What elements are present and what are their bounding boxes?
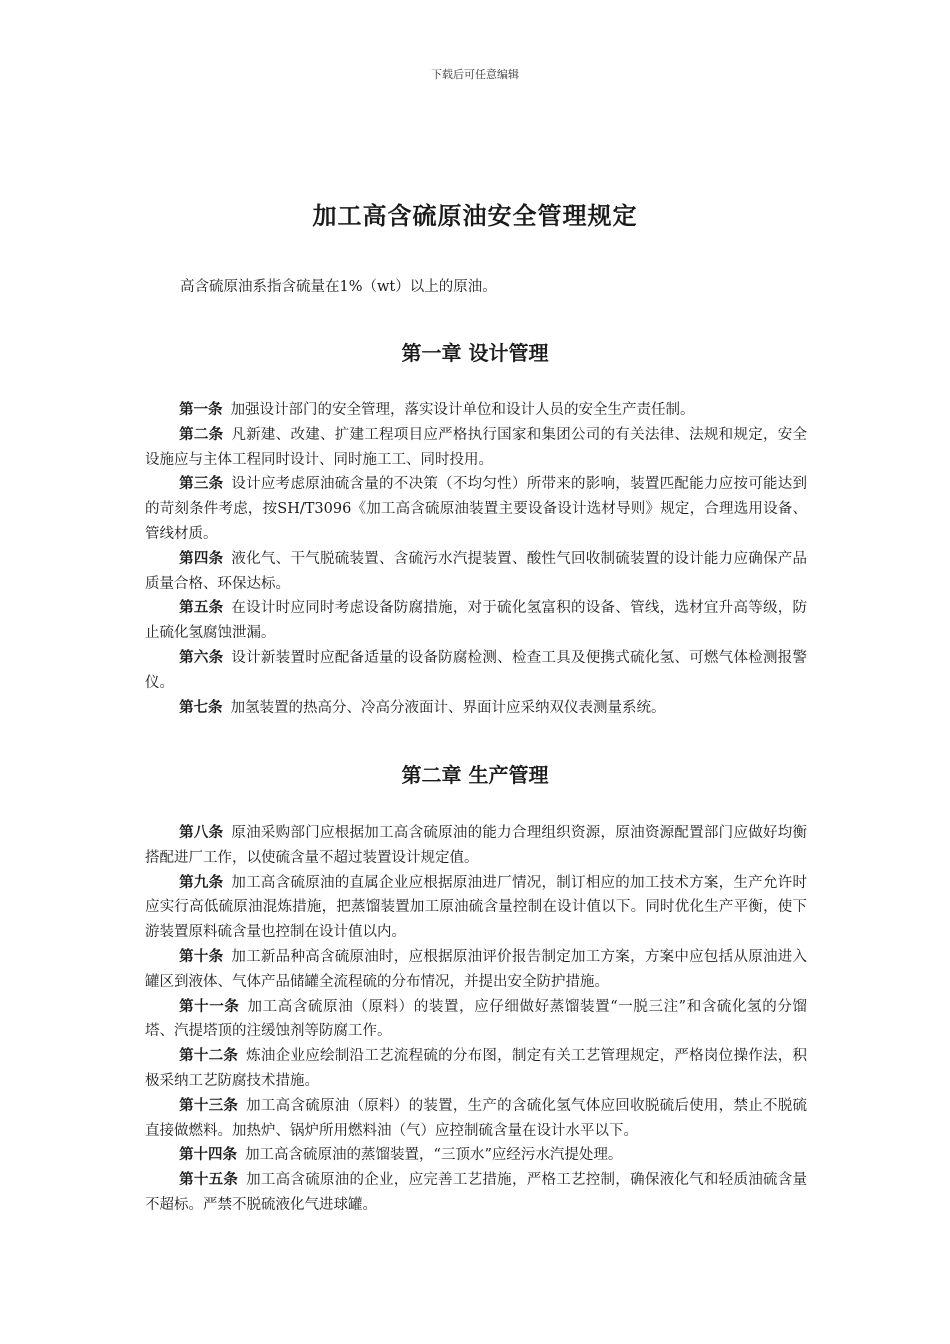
- article-label: 第十条: [179, 948, 224, 965]
- article-label: 第七条: [179, 699, 223, 716]
- article-text: 设计应考虑原油硫含量的不决策（不均匀性）所带来的影响，装置匹配能力应按可能达到的苛刻条件考虑，按SH/T3096《加工高含硫原油装置主要设备设计选材导则》规定，合理选用设备、管线材质。: [145, 476, 808, 542]
- article-label: 第十一条: [179, 998, 240, 1015]
- article: [145, 423, 807, 473]
- article: [145, 995, 807, 1045]
- article-text: 在设计时应同时考虑设备防腐措施，对于硫化氢富积的设备、管线，选材宜升高等级，防止硫化氢腐蚀泄漏。: [145, 600, 808, 642]
- article: [145, 1044, 807, 1094]
- article-text: 加强设计部门的安全管理，落实设计单位和设计人员的安全生产责任制。: [230, 402, 695, 418]
- article-text: 原油采购部门应根据加工高含硫原油的能力合理组织资源，原油资源配置部门应做好均衡搭配进厂工作，以使硫含量不超过装置设计规定值。: [145, 825, 808, 866]
- article: [145, 472, 807, 546]
- article-label: 第九条: [179, 874, 224, 891]
- intro-paragraph: 高含硫原油系指含硫量在1%（wt）以上的原油。: [180, 279, 497, 295]
- article-label: 第十二条: [179, 1048, 239, 1065]
- article-label: 第四条: [179, 550, 224, 567]
- chapter-2-articles: [145, 821, 807, 1218]
- article: [145, 1143, 807, 1168]
- article-text: 液化气、干气脱硫装置、含硫污水汽提装置、酸性气回收制硫装置的设计能力应确保产品质量合格、环保达标。: [145, 550, 808, 592]
- article-label: 第二条: [179, 426, 224, 443]
- article-label: 第十五条: [179, 1172, 239, 1189]
- article-text: 加工高含硫原油的直属企业应根据原油进厂情况，制订相应的加工技术方案，生产允许时应实行高低硫原油混炼措施，把蒸馏装置加工原油硫含量控制在设计值以下。同时优化生产平衡，使下游装置原料硫含量也控制在设计值以内。: [145, 874, 808, 941]
- article: [145, 696, 807, 721]
- article: [145, 646, 807, 696]
- chapter-2-heading: 第二章 生产管理: [401, 763, 549, 787]
- article-label: 第十三条: [179, 1097, 239, 1114]
- article-text: 加工高含硫原油的蒸馏装置，“三顶水”应经污水汽提处理。: [245, 1147, 623, 1164]
- article-text: 加工高含硫原油（原料）的装置，应仔细做好蒸馏装置“一脱三注”和含硫化氢的分馏塔、汽提塔顶的注缓蚀剂等防腐工作。: [145, 998, 807, 1040]
- chapter-1-heading: 第一章 设计管理: [401, 341, 549, 365]
- article-text: 加氢装置的热高分、冷高分液面计、界面计应采纳双仪表测量系统。: [230, 699, 666, 716]
- article-label: 第五条: [179, 600, 224, 617]
- article: [145, 596, 807, 646]
- chapter-1-articles: [145, 398, 807, 720]
- article: [145, 547, 807, 597]
- article: [145, 1168, 807, 1218]
- article-text: 设计新装置时应配备适量的设备防腐检测、检查工具及便携式硫化氢、可燃气体检测报警仪。: [145, 649, 808, 691]
- article: [145, 1094, 807, 1144]
- article-text: 加工高含硫原油的企业，应完善工艺措施，严格工艺控制，确保液化气和轻质油硫含量不超标。严禁不脱硫液化气进球罐。: [145, 1172, 808, 1213]
- article: [145, 821, 807, 871]
- article: [145, 945, 807, 995]
- header-note: 下载后可任意编辑: [431, 68, 519, 81]
- article-text: 凡新建、改建、扩建工程项目应严格执行国家和集团公司的有关法律、法规和规定，安全设施应与主体工程同时设计、同时施工工、同时投用。: [145, 426, 808, 468]
- article-label: 第三条: [179, 476, 224, 493]
- article-text: 加工高含硫原油（原料）的装置，生产的含硫化氢气体应回收脱硫后使用，禁止不脱硫直接做燃料。加热炉、锅炉所用燃料油（气）应控制硫含量在设计水平以下。: [145, 1097, 808, 1139]
- article-text: 炼油企业应绘制沿工艺流程硫的分布图，制定有关工艺管理规定，严格岗位操作法，积极采纳工艺防腐技术措施。: [145, 1048, 808, 1089]
- article-label: 第八条: [179, 825, 224, 841]
- article-label: 第一条: [179, 402, 223, 418]
- document-title: 加工高含硫原油安全管理规定: [312, 202, 638, 230]
- article-label: 第六条: [179, 649, 224, 666]
- article-label: 第十四条: [179, 1147, 238, 1164]
- article-text: 加工新品种高含硫原油时，应根据原油评价报告制定加工方案，方案中应包括从原油进入罐区到液体、气体产品储罐全流程硫的分布情况，并提出安全防护措施。: [145, 948, 808, 990]
- article: [145, 398, 807, 423]
- article: [145, 871, 807, 945]
